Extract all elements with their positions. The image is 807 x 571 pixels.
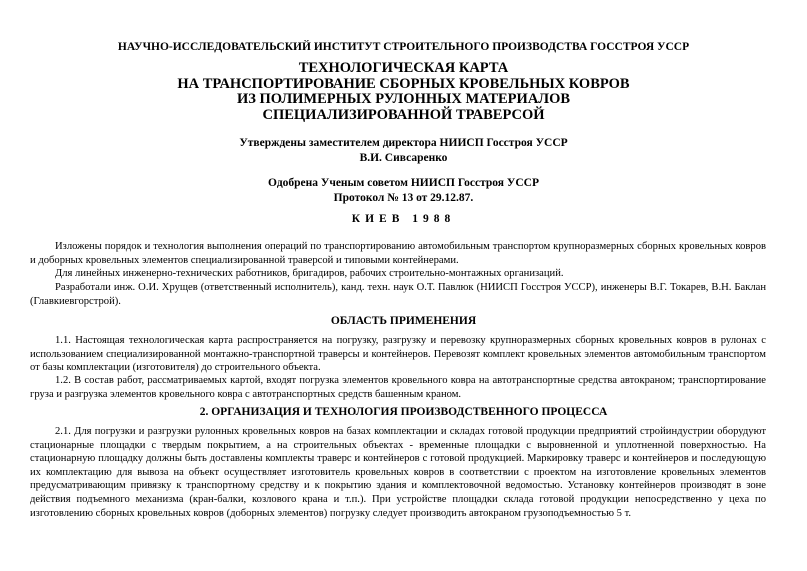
title-line: ИЗ ПОЛИМЕРНЫХ РУЛОННЫХ МАТЕРИАЛОВ [236, 91, 571, 107]
section-paragraph: 2.1. Для погрузки и разгрузки рулонных кровельных ковров на базах комплектации и складах готовой продукции предприятий стройиндустрии оборудуют стационарные площадки с твердым покрытием, а на строительных объектах - временные площадки с выровненной и уплотненной поверхностью. На стационарную площадку должны быть доставлены комплекты траверс и контейнеров с готовой продукцией. Маркировку траверс и контейнеров и последующую их комплектацию для вывоза на объект осуществляет изготовитель кровельных ковров в соответствии с проектом на изготовление кровельных элементов предусматривающим привязку к транспортному средству и к покрытию здания и комплектовочной ведомостью. Установку контейнеров производят в зоне действия подъемного механизма (кран-балки, козлового крана и т.п.). При устройстве площадки склада готовой продукции непосредственно у цеха по изготовлению сборных кровельных ковров (доборных элементов) погрузку следует производить автокраном грузоподъемностью 5 т. [30, 426, 766, 519]
section-heading: 2. ОРГАНИЗАЦИЯ И ТЕХНОЛОГИЯ ПРОИЗВОДСТВЕННОГО ПРОЦЕССА [199, 406, 608, 418]
authors-paragraph: Разработали инж. О.И. Хрущев (ответственный исполнитель), канд. техн. наук О.Т. Павлюк (НИИСП Госстроя УССР), инженеры В.Г. Токарев, В.Н. Баклан (Главкиевгорстрой). [30, 282, 766, 307]
audience-paragraph: Для линейных инженерно-технических работников, бригадиров, рабочих строительно-монтажных организаций. [55, 268, 564, 279]
intro-paragraph: Изложены порядок и технология выполнения операций по транспортированию автомобильным транспортом крупноразмерных сборных кровельных ковров и доборных кровельных элементов специализированной траверсой и типовыми контейнерами. [30, 241, 766, 266]
endorsement-line: Одобрена Ученым советом НИИСП Госстроя УССР [268, 177, 539, 189]
endorsement-block [0, 176, 807, 206]
protocol-line: Протокол № 13 от 29.12.87. [333, 192, 474, 204]
section-heading: ОБЛАСТЬ ПРИМЕНЕНИЯ [330, 315, 477, 327]
title-line: НА ТРАНСПОРТИРОВАНИЕ СБОРНЫХ КРОВЕЛЬНЫХ КОВРОВ [177, 75, 630, 92]
section-paragraph: 1.2. В состав работ, рассматриваемых картой, входят погрузка элементов кровельного ковра на автотранспортные средства автокраном; транспортирование груза и разгрузка элементов кровельного ковра с автотранспортных средств башенным краном. [30, 375, 766, 400]
title-line: СПЕЦИАЛИЗИРОВАННОЙ ТРАВЕРСОЙ [262, 106, 545, 123]
approver-name: В.И. Сивсаренко [359, 152, 448, 164]
title-line: ТЕХНОЛОГИЧЕСКАЯ КАРТА [298, 60, 509, 76]
approval-line: Утверждены заместителем директора НИИСП Госстроя УССР [239, 137, 568, 149]
section-paragraph: 1.1. Настоящая технологическая карта распространяется на погрузку, разгрузку и перевозку крупноразмерных сборных кровельных ковров в рулонах с использованием специализированной монтажно-транспортной траверсы и контейнеров. Перевозят комплект кровельных элементов автомобильным транспортом от базы комплектации (изготовителя) до строительного объекта. [30, 335, 766, 374]
city-year: КИЕВ 1988 [351, 213, 456, 225]
approval-block [0, 136, 807, 166]
institute-name: НАУЧНО-ИССЛЕДОВАТЕЛЬСКИЙ ИНСТИТУТ СТРОИТЕЛЬНОГО ПРОИЗВОДСТВА ГОССТРОЯ УССР [117, 41, 690, 53]
document-title [0, 61, 807, 123]
